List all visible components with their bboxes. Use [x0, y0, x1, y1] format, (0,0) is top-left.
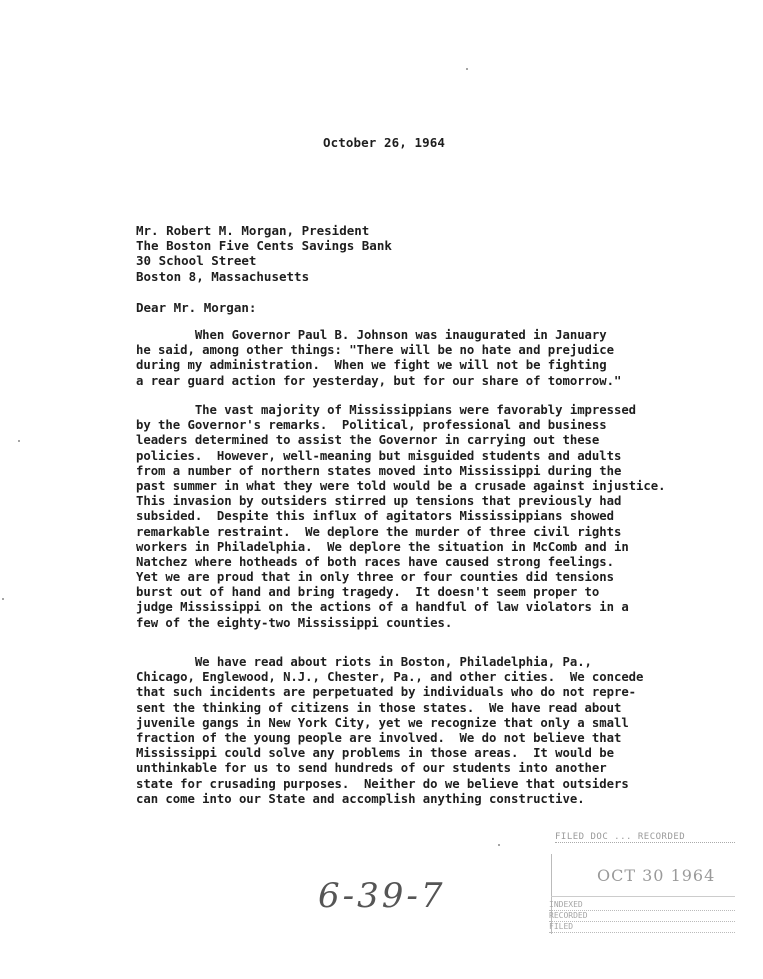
recipient-line: 30 School Street: [136, 253, 257, 269]
text-line: Natchez where hotheads of both races have caused strong feelings.: [136, 554, 614, 569]
recipient-line: Boston 8, Massachusetts: [136, 268, 310, 284]
filing-stamp: [545, 820, 740, 940]
paragraph-3: [136, 655, 643, 807]
text-line: This invasion by outsiders stirred up tensions that previously had: [136, 494, 622, 509]
text-line: during my administration. When we fight we will not be fighting: [136, 358, 607, 373]
text-line: burst out of hand and bring tragedy. It doesn't seem proper to: [136, 585, 600, 600]
text-line: policies. However, well-meaning but misguided students and adults: [136, 448, 622, 463]
text-line: that such incidents are perpetuated by individuals who do not repre-: [136, 685, 637, 700]
recipient-line: Mr. Robert M. Morgan, President: [136, 223, 370, 238]
text-line: workers in Philadelphia. We deplore the situation in McComb and in: [136, 539, 629, 554]
text-line: leaders determined to assist the Governor in carrying out these: [136, 433, 600, 448]
text-line: When Governor Paul B. Johnson was inaugurated in January: [136, 328, 607, 342]
text-line: Yet we are proud that in only three or four counties did tensions: [136, 570, 614, 585]
text-line: by the Governor's remarks. Political, professional and business: [136, 418, 607, 433]
text-line: We have read about riots in Boston, Philadelphia, Pa.,: [136, 655, 592, 669]
text-line: juvenile gangs in New York City, yet we recognize that only a small: [136, 715, 629, 730]
text-line: he said, among other things: "There will be no hate and prejudice: [136, 343, 614, 358]
speck: [2, 598, 4, 600]
text-line: unthinkable for us to send hundreds of our students into another: [136, 761, 607, 776]
stamp-line: INDEXED: [549, 900, 735, 911]
recipient-address: [136, 223, 392, 284]
stamp-date: OCT 30 1964: [597, 866, 716, 885]
text-line: Mississippi could solve any problems in those areas. It would be: [136, 746, 614, 761]
letter-date: October 26, 1964: [323, 135, 446, 150]
text-line: judge Mississippi on the actions of a handful of law violators in a: [136, 600, 629, 615]
text-line: from a number of northern states moved into Mississippi during the: [136, 463, 622, 478]
text-line: past summer in what they were told would be a crusade against injustice.: [136, 478, 666, 493]
paragraph-1: [136, 328, 621, 389]
stamp-line: FILED: [549, 922, 735, 933]
text-line: state for crusading purposes. Neither do we believe that outsiders: [136, 776, 629, 791]
stamp-divider: [551, 896, 735, 897]
recipient-line: The Boston Five Cents Savings Bank: [136, 238, 392, 254]
paragraph-2: [136, 403, 665, 631]
speck: [466, 68, 468, 70]
salutation: Dear Mr. Morgan:: [136, 300, 257, 315]
stamp-header: FILED DOC ... RECORDED: [555, 832, 735, 843]
text-line: sent the thinking of citizens in those states. We have read about: [136, 700, 622, 715]
text-line: fraction of the young people are involved. We do not believe that: [136, 730, 622, 745]
text-line: The vast majority of Mississippians were favorably impressed: [136, 403, 637, 417]
text-line: can come into our State and accomplish anything constructive.: [136, 791, 585, 806]
stamp-lines: [549, 900, 735, 933]
text-line: Chicago, Englewood, N.J., Chester, Pa., and other cities. We concede: [136, 670, 644, 685]
text-line: subsided. Despite this influx of agitators Mississippians showed: [136, 509, 614, 524]
speck: [18, 440, 20, 442]
stamp-line: RECORDED: [549, 911, 735, 922]
text-line: a rear guard action for yesterday, but for our share of tomorrow.": [136, 373, 622, 388]
text-line: few of the eighty-two Mississippi counties.: [136, 615, 453, 630]
text-line: remarkable restraint. We deplore the murder of three civil rights: [136, 524, 622, 539]
handwritten-file-number: 6-39-7: [318, 876, 446, 916]
speck: [498, 844, 500, 846]
